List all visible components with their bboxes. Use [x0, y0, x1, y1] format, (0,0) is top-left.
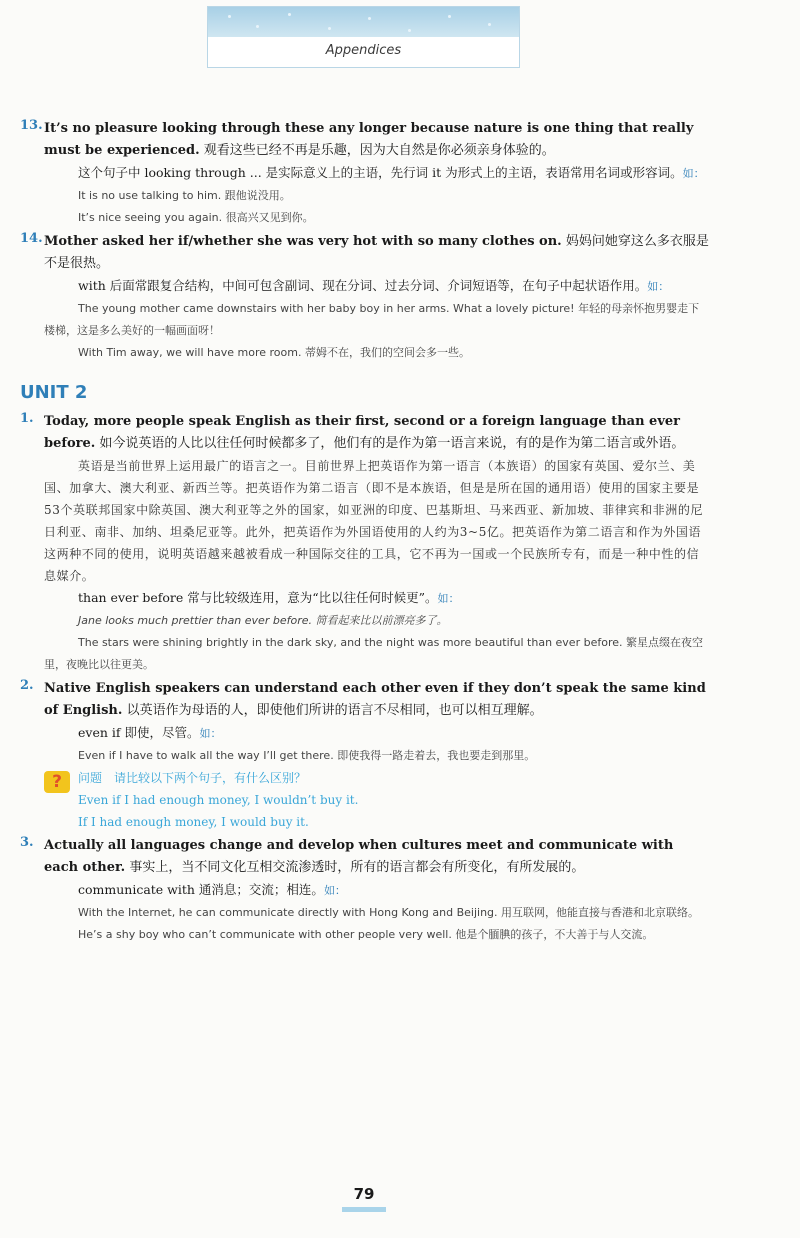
item-number: 2. [20, 678, 34, 693]
page-content [20, 118, 710, 946]
note-item-unit2-2 [20, 678, 710, 833]
item-explanation: 英语是当前世界上运用最广的语言之一。目前世界上把英语作为第一语言（本族语）的国家有英国、爱尔兰、美国、加拿大、澳大利亚、新西兰等。把英语作为第二语言（即不是本族语，但是是所在国的通用语）使用的国家主要是53个英联邦国家中除英国、澳大利亚等之外的国家，如亚洲的印度、巴基斯坦、马来西亚、新加坡、菲律宾和非洲的尼日利亚、南非、加纳、坦桑尼亚等。此外，把英语作为外国语使用的人约为3~5亿。把英语作为第二语言和作为外国语这两种不同的使用，说明英语越来越被看成一种国际交往的工具，它不再为一国或一个民族所专有，而是一种中性的信息媒介。 [44, 459, 704, 583]
item-number: 14. [20, 231, 43, 246]
question-icon: ? [44, 771, 70, 793]
example-sentence: With the Internet, he can communicate directly with Hong Kong and Beijing. 用互联网，他能直接与香港和北京联络。 [78, 906, 700, 919]
note-item-13 [20, 118, 710, 229]
example-sentence: The stars were shining brightly in the dark sky, and the night was more beautiful than ever before. 繁星点缀在夜空里，夜晚比以往更美。 [44, 636, 703, 671]
heading-english: Today, more people speak English as their first, second or a foreign language than ever before. [44, 414, 680, 451]
question-sentence: Even if I had enough money, I wouldn’t buy it. [78, 793, 359, 807]
note-item-14 [20, 231, 710, 364]
heading-english: Native English speakers can understand each other even if they don’t speak the same kind of English. [44, 681, 706, 718]
item-number: 13. [20, 118, 43, 133]
item-number: 1. [20, 411, 34, 426]
item-heading [44, 678, 710, 722]
note-item-unit2-3 [20, 835, 710, 946]
heading-english: Actually all languages change and develop when cultures meet and communicate with each other. [44, 838, 674, 875]
header-title: Appendices [325, 43, 402, 58]
page-number: 79 [342, 1182, 386, 1212]
heading-chinese: 事实上，当不同文化互相交流渗透时，所有的语言都会有所变化，有所发展的。 [129, 860, 585, 875]
example-sentence: Jane looks much prettier than ever before. 简看起来比以前漂亮多了。 [78, 614, 448, 627]
usage-note: even if 即使，尽管。如： [78, 725, 222, 740]
item-explanation: with 后面常跟复合结构，中间可包含副词、现在分词、过去分词、介词短语等，在句子中起状语作用。如： [78, 278, 670, 293]
example-sentence: The young mother came downstairs with her baby boy in her arms. What a lovely picture! 年轻的母亲怀抱男婴走下楼梯，这是多么美好的一幅画面呀！ [44, 302, 700, 337]
example-sentence: Even if I have to walk all the way I’ll get there. 即使我得一路走着去，我也要走到那里。 [78, 749, 536, 762]
unit-heading: UNIT 2 [20, 382, 88, 403]
item-explanation: 这个句子中 looking through ... 是实际意义上的主语，先行词 it 为形式上的主语，表语常用名词或形容词。如： [78, 165, 705, 180]
example-sentence: He’s a shy boy who can’t communicate with other people very well. 他是个腼腆的孩子，不大善于与人交流。 [78, 928, 654, 941]
example-sentence: It’s nice seeing you again. 很高兴又见到你。 [78, 211, 314, 224]
question-sentence: If I had enough money, I would buy it. [78, 815, 309, 829]
question-box [44, 767, 710, 833]
item-number: 3. [20, 835, 34, 850]
example-sentence: With Tim away, we will have more room. 蒂姆不在，我们的空间会多一些。 [78, 346, 470, 359]
heading-chinese: 妈妈问她穿这么多衣服是不是很热。 [44, 234, 709, 271]
item-heading [44, 118, 710, 162]
page-header [207, 6, 520, 68]
heading-english: It’s no pleasure looking through these any longer because nature is one thing that really must be experienced. [44, 121, 694, 158]
usage-note: communicate with 通消息；交流；相连。如： [78, 882, 346, 897]
heading-chinese: 以英语作为母语的人，即使他们所讲的语言不尽相同，也可以相互理解。 [126, 703, 543, 718]
note-item-unit2-1 [20, 411, 710, 676]
heading-chinese: 如今说英语的人比以往任何时候都多了，他们有的是作为第一语言来说，有的是作为第二语言或外语。 [99, 436, 685, 451]
heading-chinese: 观看这些已经不再是乐趣，因为大自然是你必须亲身体验的。 [203, 143, 555, 158]
usage-note: than ever before 常与比较级连用，意为“比以往任何时候更”。如： [78, 590, 460, 605]
header-banner-decoration [208, 7, 519, 37]
item-heading [44, 231, 710, 275]
item-heading [44, 835, 710, 879]
item-heading [44, 411, 710, 455]
question-prompt: 问题 请比较以下两个句子，有什么区别？ [78, 771, 307, 785]
heading-english: Mother asked her if/whether she was very hot with so many clothes on. [44, 234, 562, 249]
example-sentence: It is no use talking to him. 跟他说没用。 [78, 189, 291, 202]
